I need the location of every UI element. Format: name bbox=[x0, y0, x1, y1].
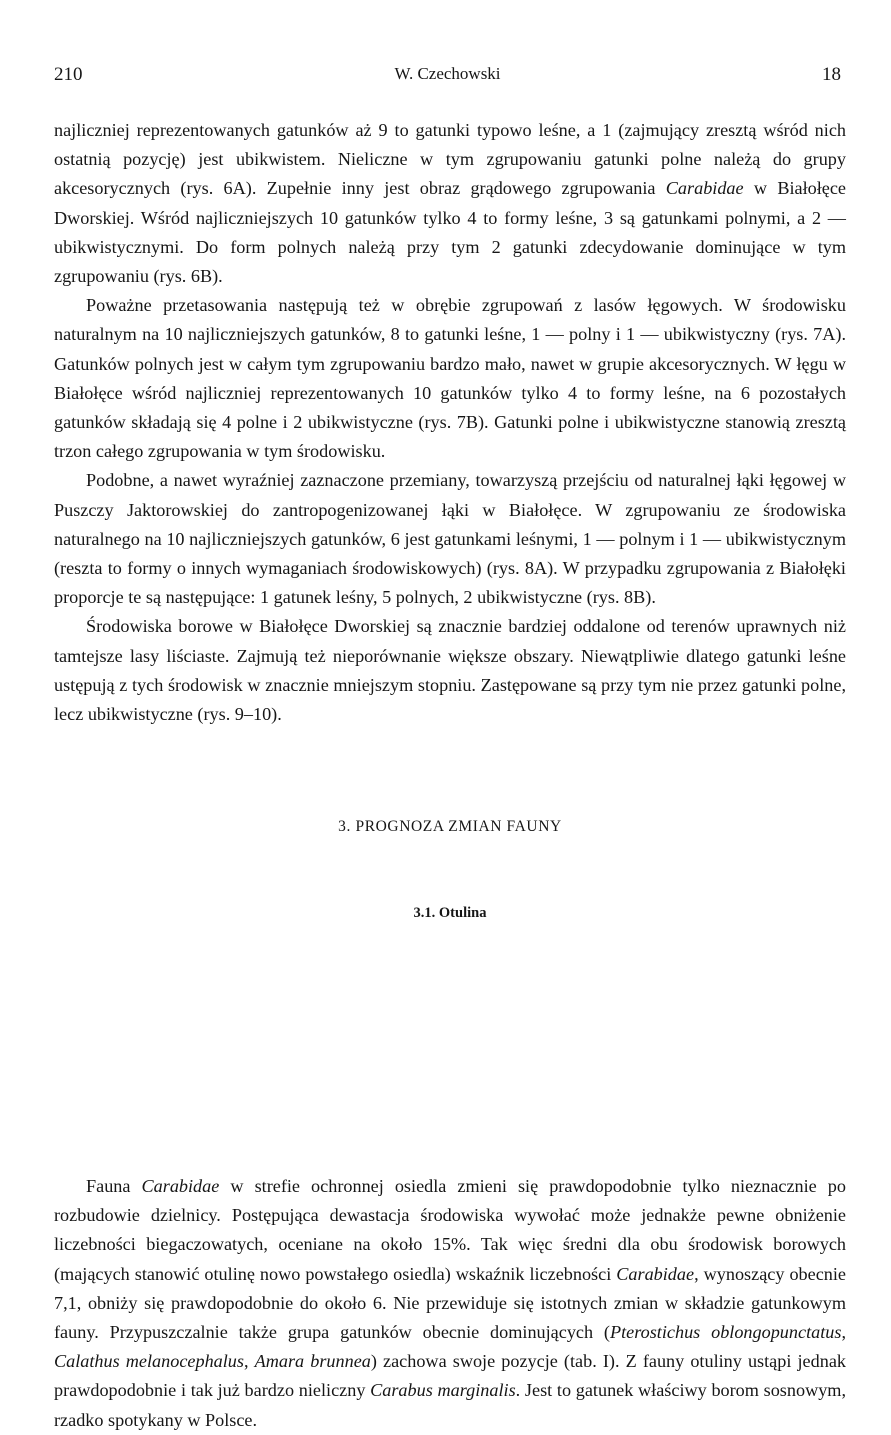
italic-term: Carabidae bbox=[665, 178, 744, 199]
paragraph bbox=[54, 1172, 846, 1435]
paragraph bbox=[54, 466, 846, 612]
text-run: Poważne przetasowania następują też w obrębie zgrupowań z lasów łęgowych. W środowisku naturalnym na 10 najliczniejszych gatunków, 8 to gatunki leśne, 1 — polny i 1 — ubikwistyczny (rys. 7A). Gatunków polnych jest w całym tym zgrupowaniu bardzo mało, nawet w grupie akcesorycznych. W łęgu w Białołęce wśród najliczniej reprezentowanych 10 gatunków tylko 4 to formy leśne, na 6 pozostałych gatunków składają się 4 polne i 2 ubikwistyczne (rys. 7B). Gatunki polne i ubikwistyczne stanowią zresztą trzon całego zgrupowania w tym środowisku. bbox=[54, 295, 846, 462]
italic-term: Amara brunnea bbox=[254, 1351, 371, 1372]
text-run: ) zachowa swoje pozycje (tab. I). Z fauny otuliny ustąpi jednak prawdopodobnie i tak już bardzo nieliczny bbox=[54, 1351, 846, 1401]
page-header bbox=[54, 64, 841, 90]
paragraph bbox=[54, 612, 846, 729]
text-run: Środowiska borowe w Białołęce Dworskiej są znacznie bardziej oddalone od terenów uprawnych niż tamtejsze lasy liściaste. Zajmują też nieporównanie większe obszary. Niewątpliwie dlatego gatunki leśne ustępują z tych środowisk w znacznie mniejszym stopniu. Zastępowane są przy tym nie przez gatunki polne, lecz ubikwistyczne (rys. 9–10). bbox=[54, 616, 846, 725]
paragraph bbox=[54, 291, 846, 466]
text-run: w strefie ochronnej osiedla zmieni się prawdopodobnie tylko nieznacznie po rozbudowie dzielnicy. Postępująca dewastacja środowiska wywołać może jednakże pewne obniżenie liczebności biegaczowatych, oceniane na około 15%. Tak więc średni dla obu środowisk borowych (mających stanowić otulinę nowo powstałego osiedla) wskaźnik liczebności bbox=[54, 1176, 846, 1284]
text-run: , bbox=[243, 1351, 255, 1372]
subsection-heading: 3.1. Otulina bbox=[413, 905, 487, 921]
text-run: w Białołęce Dworskiej. Wśród najliczniejszych 10 gatunków tylko 4 to formy leśne, 3 są gatunkami polnymi, a 2 — ubikwistycznymi. Do form polnych należą przy tym 2 gatunki zdecydowanie dominujące w tym zgrupowaniu (rys. 6B). bbox=[54, 178, 847, 287]
text-run: najliczniej reprezentowanych gatunków aż 9 to gatunki typowo leśne, a 1 (zajmujący zresztą wśród nich ostatnią pozycję) jest ubikwistem. Nieliczne w tym zgrupowaniu gatunki polne należą do grupy akcesorycznych (rys. 6A). Zupełnie inny jest obraz grądowego zgrupowania bbox=[54, 120, 846, 199]
page-number-right: 18 bbox=[822, 64, 841, 85]
paragraph bbox=[54, 116, 846, 291]
running-title: W. Czechowski bbox=[394, 64, 501, 83]
text-run: Fauna bbox=[86, 1176, 142, 1196]
text-run: , wynoszący obecnie 7,1, obniży się prawdopodobnie do około 6. Nie przewiduje się istotnych zmian w składzie gatunkowym fauny. Przypuszczalnie także grupa gatunków obecnie dominujących ( bbox=[54, 1263, 846, 1343]
section-heading: 3. PROGNOZA ZMIAN FAUNY bbox=[338, 818, 562, 835]
text-run: Podobne, a nawet wyraźniej zaznaczone przemiany, towarzyszą przejściu od naturalnej łąki łęgowej w Puszczy Jaktorowskiej do zantropogenizowanej łąki w Białołęce. W zgrupowaniu ze środowiska naturalnego na 10 najliczniejszych gatunków, 6 jest gatunkami leśnymi, 1 — polnym i 1 — ubikwistycznym (reszta to formy o innych wymaganiach środowiskowych) (rys. 8A). W przypadku zgrupowania z Białołęki proporcje te są następujące: 1 gatunek leśny, 5 polnych, 2 ubikwistyczne (rys. 8B). bbox=[54, 470, 846, 608]
italic-term: Carabus marginalis bbox=[370, 1380, 516, 1401]
body-text-block bbox=[54, 116, 846, 729]
italic-term: Carabidae bbox=[141, 1176, 220, 1196]
text-run: , bbox=[841, 1322, 846, 1343]
body-text-block-after bbox=[54, 1172, 846, 1435]
page-number-left: 210 bbox=[54, 64, 83, 85]
italic-term: Pterostichus oblongopunctatus bbox=[610, 1322, 842, 1343]
text-run: . Jest to gatunek właściwy borom sosnowym, rzadko spotykany w Polsce. bbox=[54, 1380, 846, 1430]
italic-term: Calathus melanocephalus bbox=[54, 1351, 244, 1372]
italic-term: Carabidae bbox=[616, 1263, 695, 1284]
